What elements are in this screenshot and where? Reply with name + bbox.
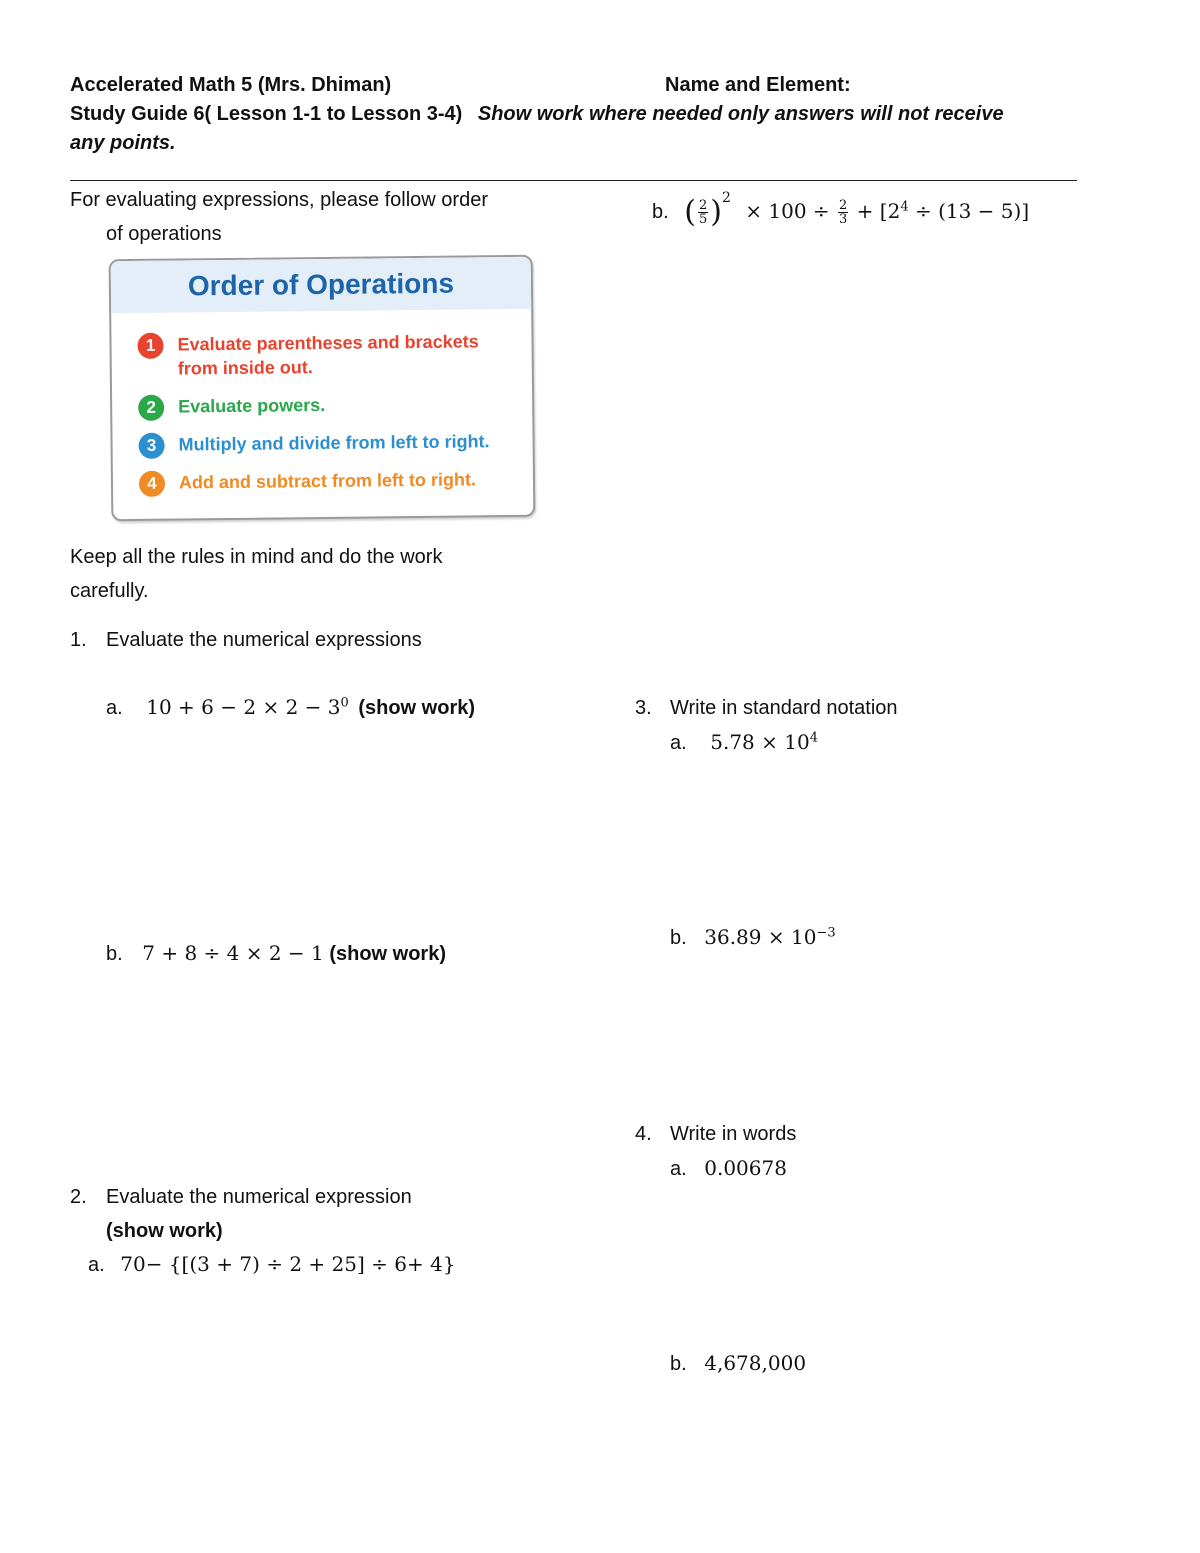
q4a-value: 0.00678: [704, 1156, 787, 1180]
q1b-expression: 7 + 8 ÷ 4 × 2 − 1: [142, 941, 324, 965]
order-of-operations-box: [109, 255, 536, 521]
q4-number: 4.: [635, 1123, 652, 1145]
q3a-label: a.: [670, 732, 687, 754]
keep-rules-line2: carefully.: [70, 580, 149, 602]
q3-number: 3.: [635, 697, 652, 719]
step-3-badge: 3: [138, 433, 164, 459]
q1b-label: b.: [106, 943, 123, 965]
q3b-label: b.: [670, 927, 687, 949]
expr-part1: × 100 ÷: [745, 199, 830, 223]
step-4-text: Add and subtract from left to right.: [178, 469, 477, 493]
order-box-title: Order of Operations: [187, 267, 455, 302]
fraction-two-fifths: [698, 199, 708, 226]
close-paren: ): [710, 194, 722, 230]
bracket-exponent: 4: [900, 199, 909, 215]
step-3-text: Multiply and divide from left to right.: [178, 431, 490, 455]
fraction-two-thirds: [838, 199, 848, 226]
q3b-base: 36.89 × 10: [704, 925, 817, 949]
study-guide-line: [70, 103, 1004, 126]
fraction-denominator: 5: [698, 212, 708, 227]
q3a-base: 5.78 × 10: [710, 730, 810, 754]
expr-part3: ÷ (13 − 5)]: [914, 199, 1030, 223]
order-step-3: [138, 429, 489, 459]
order-step-1: [137, 329, 479, 381]
step-2-text: Evaluate powers.: [178, 394, 326, 417]
keep-rules-line1: Keep all the rules in mind and do the work: [70, 546, 443, 568]
step-1-badge: 1: [137, 333, 163, 359]
paren-exponent: 2: [721, 190, 731, 207]
q2a-label: a.: [88, 1254, 105, 1276]
q4-prompt: Write in words: [670, 1123, 797, 1145]
order-step-4: [139, 467, 476, 497]
q4b: [670, 1346, 806, 1381]
fraction-numerator: 2: [698, 198, 708, 213]
q3b-exponent: −3: [816, 925, 836, 941]
q1a: [106, 690, 475, 725]
right-b-expression: [684, 190, 1030, 230]
q3b: [670, 920, 836, 955]
right-b-question: [652, 190, 1030, 230]
step-4-badge: 4: [139, 471, 165, 497]
fraction2-denominator: 3: [839, 212, 848, 227]
instruction-cont: any points.: [70, 132, 176, 154]
name-element-label: Name and Element:: [665, 74, 851, 96]
q4a-label: a.: [670, 1158, 687, 1180]
open-paren: (: [684, 194, 696, 230]
course-title: Accelerated Math 5 (Mrs. Dhiman): [70, 74, 392, 96]
step-1-text: Evaluate parentheses and brackets: [177, 331, 479, 355]
header-divider: [70, 180, 1077, 181]
intro-line1: For evaluating expressions, please follow order: [70, 189, 488, 211]
expr-part2: + [2: [856, 199, 901, 223]
q2a-expression: 70− {[(3 + 7) ÷ 2 + 25] ÷ 6+ 4}: [120, 1252, 456, 1276]
q2a: [88, 1247, 456, 1282]
q2-show-work: (show work): [106, 1220, 223, 1242]
step-2-badge: 2: [138, 395, 164, 421]
q1b: [106, 936, 446, 971]
q1a-exponent: 0: [340, 695, 349, 711]
q1a-expression: [146, 695, 349, 719]
q1-prompt: Evaluate the numerical expressions: [106, 629, 422, 651]
q3a-expression: [710, 730, 818, 754]
q2-prompt: Evaluate the numerical expression: [106, 1186, 412, 1208]
order-step-2: [138, 393, 325, 421]
intro-line2: of operations: [106, 223, 222, 245]
q1b-show-work: (show work): [329, 943, 446, 965]
q3a-exponent: 4: [809, 730, 818, 746]
right-b-label: b.: [652, 201, 669, 223]
step-1-text-cont: from inside out.: [177, 357, 313, 379]
fraction2-numerator: 2: [839, 198, 848, 213]
q4b-label: b.: [670, 1353, 687, 1375]
q1a-expression-text: 10 + 6 − 2 × 2 − 3: [146, 695, 341, 719]
study-guide-title: Study Guide 6( Lesson 1-1 to Lesson 3-4): [70, 103, 463, 125]
q3-prompt: Write in standard notation: [670, 697, 898, 719]
q2-number: 2.: [70, 1186, 87, 1208]
q1a-show-work: (show work): [358, 697, 476, 719]
q4b-value: 4,678,000: [704, 1351, 807, 1375]
instruction-text: Show work where needed only answers will not receive: [477, 103, 1004, 125]
q4a: [670, 1151, 787, 1186]
q1-number: 1.: [70, 629, 87, 651]
q1a-label: a.: [106, 697, 123, 719]
q3a: [670, 725, 818, 760]
q3b-expression: [704, 925, 835, 949]
